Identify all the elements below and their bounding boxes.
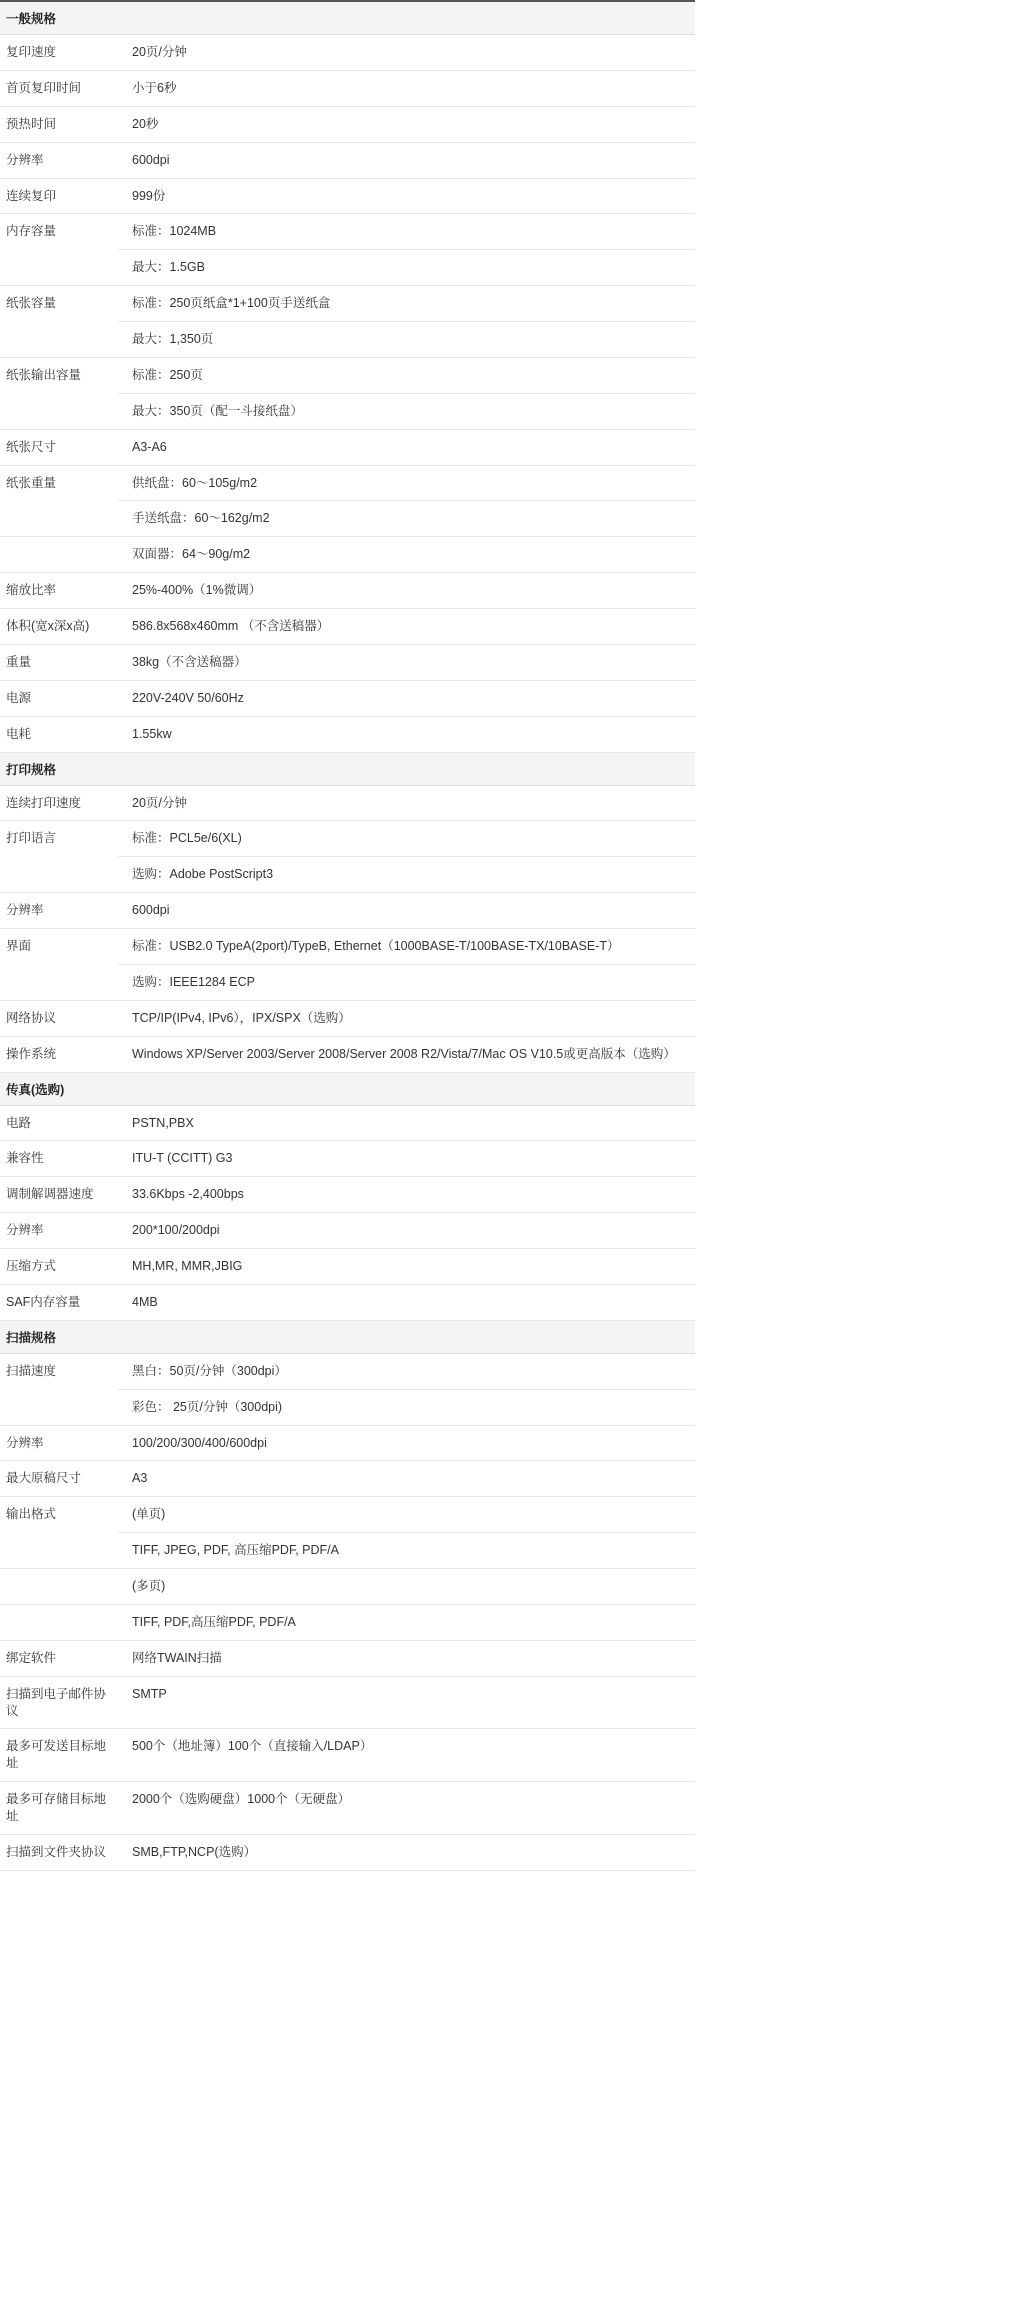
table-row [0,821,695,857]
table-row [0,393,695,429]
table-row [0,1533,695,1569]
spec-label: 最多可存储目标地址 [0,1782,118,1835]
spec-value: (多页) [118,1569,695,1605]
spec-value: 双面器：64～90g/m2 [118,537,695,573]
spec-value: 选购：Adobe PostScript3 [118,857,695,893]
spec-label [0,393,118,429]
table-row [0,573,695,609]
spec-label: 连续打印速度 [0,785,118,821]
spec-value: 100/200/300/400/600dpi [118,1425,695,1461]
spec-value: TIFF, PDF,高压缩PDF, PDF/A [118,1604,695,1640]
table-row [0,893,695,929]
spec-label: 调制解调器速度 [0,1177,118,1213]
section-title: 一般规格 [0,1,695,35]
table-row [0,644,695,680]
spec-label: 复印速度 [0,35,118,71]
spec-value: 220V-240V 50/60Hz [118,680,695,716]
spec-label: 电源 [0,680,118,716]
spec-label: 压缩方式 [0,1249,118,1285]
table-row [0,1213,695,1249]
spec-label [0,964,118,1000]
spec-value: 最大：1,350页 [118,322,695,358]
table-row [0,537,695,573]
table-row [0,70,695,106]
spec-value: 4MB [118,1284,695,1320]
spec-value: 标准：1024MB [118,214,695,250]
spec-label: 界面 [6,939,32,953]
table-row [0,1353,695,1389]
spec-value: TIFF, JPEG, PDF, 高压缩PDF, PDF/A [118,1533,695,1569]
spec-value: 黑白：50页/分钟（300dpi） [118,1353,695,1389]
spec-value: ITU-T (CCITT) G3 [118,1141,695,1177]
spec-label: 分辨率 [0,1425,118,1461]
spec-value: 600dpi [118,893,695,929]
spec-label: 分辨率 [0,893,118,929]
spec-label: 打印语言 [6,831,57,846]
spec-label: 缩放比率 [0,573,118,609]
table-row [0,1834,695,1870]
spec-label: 绑定软件 [0,1640,118,1676]
spec-label: 内存容量 [6,224,57,239]
table-row [0,1036,695,1072]
section-header-row [0,1072,695,1105]
table-row [0,429,695,465]
spec-label: 重量 [0,644,118,680]
table-row [0,1569,695,1605]
table-row [0,1729,695,1782]
spec-label [0,250,118,286]
spec-value: 彩色： 25页/分钟（300dpi) [118,1389,695,1425]
table-row [0,1105,695,1141]
table-row [0,250,695,286]
table-row [0,1177,695,1213]
spec-value: A3-A6 [118,429,695,465]
spec-label: 最多可发送目标地址 [0,1729,118,1782]
spec-label: 纸张尺寸 [0,429,118,465]
spec-value: 20页/分钟 [118,35,695,71]
spec-label: 扫描到电子邮件协议 [0,1676,118,1729]
spec-value: 最大：1.5GB [118,250,695,286]
spec-label: 分辨率 [0,142,118,178]
specifications-body [0,1,695,1870]
table-row [0,178,695,214]
spec-value: Windows XP/Server 2003/Server 2008/Server 2008 R2/Vista/7/Mac OS V10.5或更高版本（选购） [118,1036,695,1072]
spec-value: 1.55kw [118,716,695,752]
spec-label: 分辨率 [0,1213,118,1249]
spec-label [0,537,118,573]
table-row [0,964,695,1000]
spec-label: 兼容性 [0,1141,118,1177]
spec-value: 小于6秒 [118,70,695,106]
spec-value: 手送纸盘：60～162g/m2 [118,501,695,537]
spec-value: 25%-400%（1%微调） [118,573,695,609]
spec-label: 纸张输出容量 [6,367,82,382]
spec-value: 586.8x568x460mm （不含送稿器） [118,609,695,645]
spec-label: SAF内存容量 [0,1284,118,1320]
spec-label: 操作系统 [0,1036,118,1072]
spec-value: 999份 [118,178,695,214]
table-row [0,929,695,965]
table-row [0,1782,695,1835]
spec-label: 预热时间 [0,106,118,142]
spec-label: 最大原稿尺寸 [0,1461,118,1497]
spec-value: 最大：350页（配一斗接纸盘） [118,393,695,429]
spec-value: 200*100/200dpi [118,1213,695,1249]
table-row [0,106,695,142]
spec-label [0,857,118,893]
table-row [0,1284,695,1320]
table-row [0,357,695,393]
spec-label [0,322,118,358]
spec-value: 33.6Kbps -2,400bps [118,1177,695,1213]
spec-label: 体积(宽x深x高) [0,609,118,645]
table-row [0,1389,695,1425]
table-row [0,286,695,322]
table-row [0,501,695,537]
table-row [0,1497,695,1533]
table-row [0,1676,695,1729]
table-row [0,35,695,71]
table-row [0,716,695,752]
table-row [0,322,695,358]
spec-value: MH,MR, MMR,JBIG [118,1249,695,1285]
spec-label [0,501,118,537]
section-title: 打印规格 [0,752,695,785]
section-title: 传真(选购) [0,1072,695,1105]
table-row [0,1461,695,1497]
table-row [0,1249,695,1285]
spec-value: 标准：PCL5e/6(XL) [118,821,695,857]
table-row [0,680,695,716]
section-title: 扫描规格 [0,1320,695,1353]
spec-value: 38kg（不含送稿器） [118,644,695,680]
table-row [0,857,695,893]
spec-value: 标准：250页 [118,357,695,393]
spec-value: 标准：USB2.0 TypeA(2port)/TypeB, Ethernet（1000BASE-T/100BASE-TX/10BASE-T） [118,929,695,965]
spec-value: PSTN,PBX [118,1105,695,1141]
spec-value: 600dpi [118,142,695,178]
table-row [0,214,695,250]
spec-value: 500个（地址簿）100个（直接输入/LDAP） [118,1729,695,1782]
table-row [0,1141,695,1177]
spec-label: 输出格式 [6,1507,57,1522]
spec-value: 2000个（选购硬盘）1000个（无硬盘） [118,1782,695,1835]
table-row [0,1000,695,1036]
spec-label: 纸张容量 [6,296,57,311]
spec-value: 20秒 [118,106,695,142]
spec-label [0,1604,118,1640]
spec-label: 电路 [0,1105,118,1141]
section-header-row [0,1320,695,1353]
table-row [0,465,695,501]
spec-value: 网络TWAIN扫描 [118,1640,695,1676]
spec-label: 扫描速度 [6,1363,57,1378]
spec-label: 首页复印时间 [0,70,118,106]
spec-label: 连续复印 [0,178,118,214]
spec-value: 供纸盘：60～105g/m2 [118,465,695,501]
table-row [0,142,695,178]
spec-value: 20页/分钟 [118,785,695,821]
spec-value: SMTP [118,1676,695,1729]
spec-label: 网络协议 [0,1000,118,1036]
spec-label: 电耗 [0,716,118,752]
table-row [0,1640,695,1676]
spec-value: SMB,FTP,NCP(选购） [118,1834,695,1870]
spec-label [0,1569,118,1605]
table-row [0,1425,695,1461]
section-header-row [0,1,695,35]
spec-value: TCP/IP(IPv4, IPv6），IPX/SPX（选购） [118,1000,695,1036]
spec-label [0,1389,118,1425]
spec-label [0,1533,118,1569]
section-header-row [0,752,695,785]
spec-label: 纸张重量 [6,475,57,490]
table-row [0,609,695,645]
spec-value: 标准：250页纸盒*1+100页手送纸盒 [118,286,695,322]
spec-value: A3 [118,1461,695,1497]
spec-value: (单页) [118,1497,695,1533]
table-row [0,785,695,821]
spec-label: 扫描到文件夹协议 [0,1834,118,1870]
table-row [0,1604,695,1640]
spec-value: 选购：IEEE1284 ECP [118,964,695,1000]
